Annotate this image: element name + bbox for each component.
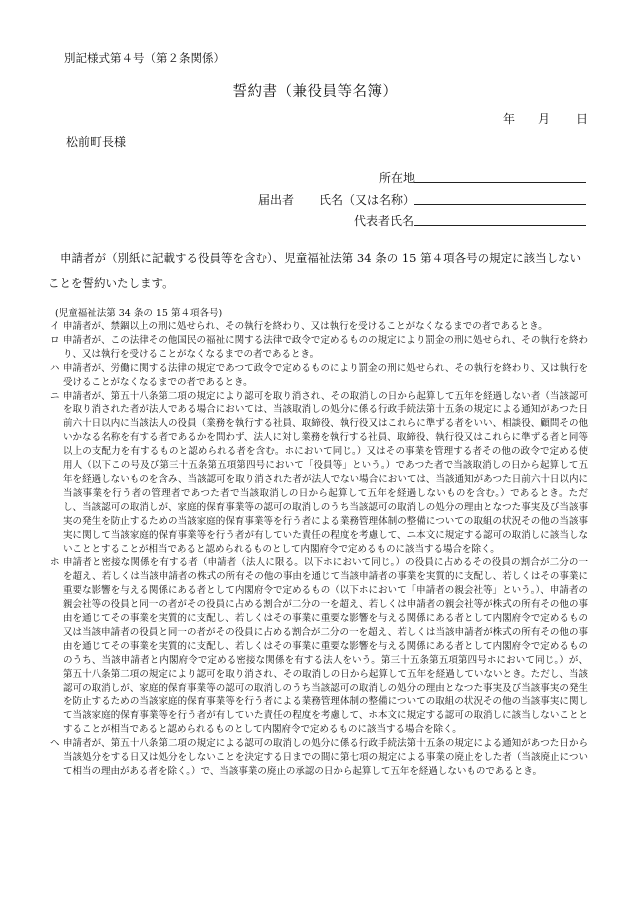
clause-mark: ロ [50, 334, 60, 346]
date-month-label: 月 [538, 112, 551, 126]
form-number: 別記様式第４号（第２条関係） [64, 51, 225, 65]
clause-ha [48, 362, 588, 390]
clause-mark: ニ [50, 390, 60, 402]
name-field[interactable] [414, 192, 586, 205]
clause-text: 申請者が、この法律その他国民の福祉に関する法律で政令で定めるものの規定により罰金の刑に処せられ、その執行を終わり、又は執行を受けることがなくなるまでの者であるとき。 [63, 334, 588, 360]
name-label: 氏名（又は名称） [319, 193, 416, 207]
date-day-label: 日 [576, 112, 589, 126]
clause-mark: ハ [50, 362, 60, 374]
clause-he [48, 737, 588, 779]
addressee: 松前町長様 [66, 135, 127, 149]
clause-text: 申請者が、第五十八条第二項の規定による認可の取消しの処分に係る行政手続法第十五条の規定による通知があつた日から当該処分をする日又は処分をしないことを決定する日までの間に第七項の規定による事業の廃止をした者（当該廃止について相当の理由がある者を除く。）で、当該事業の廃止の承認の日から起算して五年を経過しないものであるとき。 [63, 738, 588, 777]
clause-mark: ヘ [50, 738, 60, 750]
representative-field[interactable] [414, 213, 586, 226]
applicant-label: 届出者 [258, 193, 295, 207]
clause-ro [48, 334, 588, 362]
clause-list [48, 320, 588, 779]
clause-mark: イ [50, 321, 60, 332]
clause-text: 申請者と密接な関係を有する者（申請者（法人に限る。以下ホにおいて同じ。）の役員に占めるその役員の割合が二分の一を超え、若しくは当該申請者の株式の所有その他の事由を通じて当該申請者の事業を実質的に支配し、若しくはその事業に重要な影響を与える関係にある者として内閣府令で定めるもの（以下ホにおいて「申請者の親会社等」という。）、申請者の親会社等の役員と同一の者がその役員に占める割合が二分の一を超え、若しくは申請者の親会社等が株式の所有その他の事由を通じてその事業を実質的に支配し、若しくはその事業に重要な影響を与える関係にある者として内閣府令で定めるもの又は当該申請者の役員と同一の者がその役員に占める割合が二分の一を超え、若しくは当該申請者が株式の所有その他の事由を通じてその事業を実質的に支配し、若しくはその事業に重要な影響を与える関係にある者として内閣府令で定めるもののうち、当該申請者と内閣府令で定める密接な関係を有する法人をいう。第三十五条第五項第四号ホにおいて同じ。）が、第五十八条第二項の規定により認可を取り消され、その取消しの日から起算して五年を経過していないとき。ただし、当該認可の取消しが、家庭的保育事業等の認可の取消しのうち当該認可の取消しの処分の理由となつた事実及び当該事実の発生を防止するための当該家庭的保育事業等を行う者による業務管理体制の整備についての取組の状況その他の当該事実に関して当該家庭的保育事業等を行う者が有していた責任の程度を考慮して、ホ本文に規定する認可の取消しに該当しないこととすることが相当であると認められるものとして内閣府令で定めるものに該当する場合を除く。 [63, 557, 588, 736]
clause-ni [48, 390, 588, 557]
clause-text: 申請者が、労働に関する法律の規定であつて政令で定めるものにより罰金の刑に処せられ、その執行を終わり、又は執行を受けることがなくなるまでの者であるとき。 [63, 362, 588, 388]
clause-i [48, 320, 588, 334]
clause-text: 申請者が、第五十八条第二項の規定により認可を取り消され、その取消しの日から起算して五年を経過しない者（当該認可を取り消された者が法人である場合においては、当該取消しの処分に係る行政手続法第十五条の規定による通知があつた日前六十日以内に当該法人の役員（業務を執行する社員、取締役、執行役又はこれらに準ずる者をいい、相談役、顧問その他いかなる名称を有する者であるかを問わず、法人に対し業務を執行する社員、取締役、執行役又はこれらに準ずる者と同等以上の支配力を有するものと認められる者を含む。ホにおいて同じ。）又はその事業を管理する者その他の政令で定める使用人（以下この号及び第三十五条第五項第四号において「役員等」という。）であつた者で当該取消しの日から起算して五年を経過しないものを含み、当該認可を取り消された者が法人でない場合においては、当該通知があつた日前六十日以内に当該事業を行う者の管理者であつた者で当該取消しの日から起算して五年を経過しないものを含む。）であるとき。ただし、当該認可の取消しが、家庭的保育事業等の認可の取消しのうち当該認可の取消しの処分の理由となつた事実及び当該事実の発生を防止するための当該家庭的保育事業等を行う者による業務管理体制の整備についての取組の状況その他の当該事実に関して当該家庭的保育事業等を行う者が有していた責任の程度を考慮して、ニ本文に規定する認可の取消しに該当しないこととすることが相当であると認められるものとして内閣府令で定めるものに該当する場合を除く。 [63, 390, 588, 555]
clause-ho [48, 556, 588, 737]
clause-mark: ホ [50, 557, 60, 569]
clause-text: 申請者が、禁錮以上の刑に処せられ、その執行を終わり、又は執行を受けることがなくなるまでの者であるとき。 [63, 321, 548, 332]
representative-label: 代表者氏名 [354, 214, 415, 228]
page-title: 誓約書（兼役員等名簿） [232, 84, 398, 100]
address-label: 所在地 [379, 171, 416, 185]
address-field[interactable] [414, 170, 586, 183]
pledge-statement: 申請者が（別紙に記載する役員等を含む）、児童福祉法第 34 条の 15 第４項各号の規定に該当しないことを誓約いたします。 [48, 251, 582, 290]
date-year-label: 年 [503, 112, 516, 126]
clauses-heading: (児童福祉法第 34 条の 15 第４項各号) [55, 308, 223, 319]
